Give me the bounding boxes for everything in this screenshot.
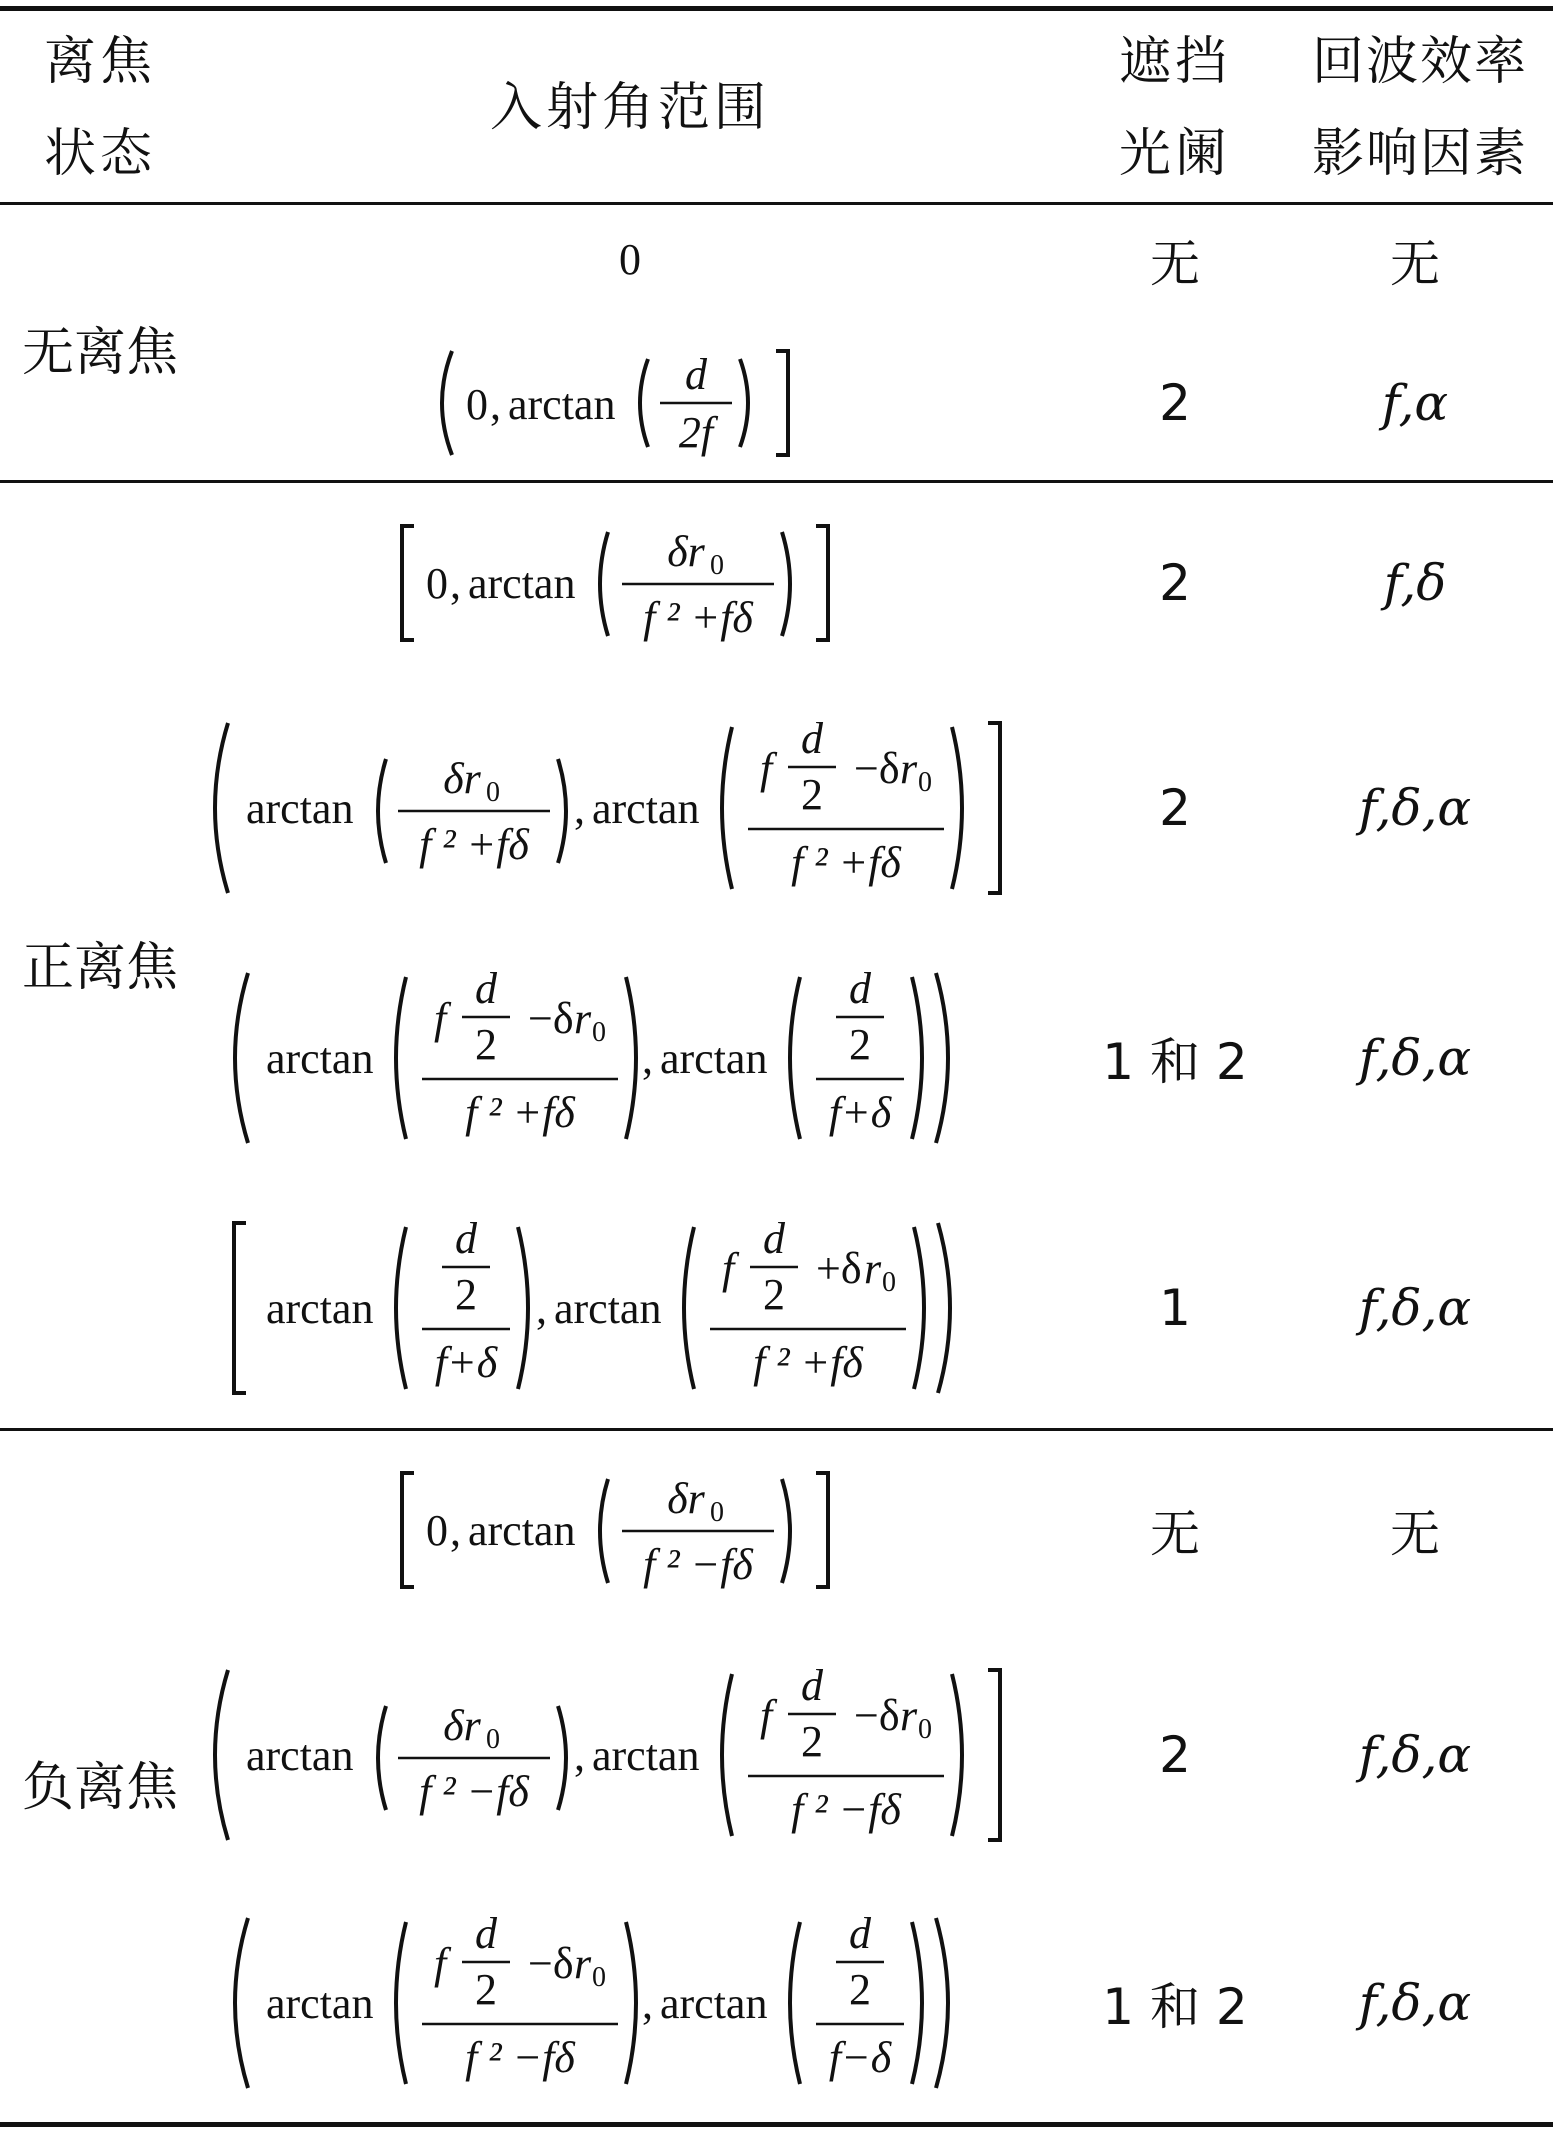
header-defocus-state-line2: 状态 [43, 124, 156, 184]
svg-text:r: r [900, 1691, 918, 1740]
svg-text:f: f [760, 744, 773, 793]
stop-cell: 无 [1150, 1505, 1200, 1563]
range-formula [200, 343, 1060, 463]
header-blocking-stop-line1: 遮挡 [1118, 32, 1231, 92]
stop-cell: 2 [1159, 554, 1191, 612]
svg-text:2: 2 [849, 1965, 871, 2014]
svg-text:0: 0 [710, 1497, 724, 1528]
stop-cell: 2 [1159, 1726, 1191, 1784]
range-formula [200, 963, 1060, 1153]
header-echo-factors [1290, 16, 1550, 200]
range-formula-svg [220, 963, 1040, 1153]
svg-text:arctan: arctan [554, 1284, 662, 1333]
svg-text:f−δ: f−δ [828, 2033, 892, 2082]
svg-text:,: , [574, 784, 585, 833]
svg-text:0: 0 [426, 1506, 448, 1555]
svg-text:r: r [574, 1939, 592, 1988]
factors-cell: f,δ,α [1358, 1279, 1472, 1337]
svg-text:arctan: arctan [508, 380, 616, 429]
svg-text:arctan: arctan [266, 1979, 374, 2028]
svg-text:−δ: −δ [854, 1691, 900, 1740]
svg-text:−δ: −δ [528, 994, 574, 1043]
svg-text:0: 0 [592, 1962, 606, 1993]
svg-text:r: r [864, 1244, 882, 1293]
svg-text:arctan: arctan [592, 1731, 700, 1780]
factors-cell: f,δ,α [1358, 1029, 1472, 1087]
svg-text:+δ: +δ [816, 1244, 862, 1293]
svg-text:f ² +fδ: f ² +fδ [791, 838, 901, 887]
svg-text:f: f [760, 1691, 773, 1740]
range-formula-svg [610, 230, 650, 290]
svg-text:−δ: −δ [528, 1939, 574, 1988]
svg-text:arctan: arctan [468, 1506, 576, 1555]
state-label-positive-defocus: 正离焦 [21, 938, 178, 998]
header-blocking-stop [1080, 16, 1270, 200]
svg-text:f ² −fδ: f ² −fδ [465, 2033, 575, 2082]
header-defocus-state [0, 16, 200, 200]
stop-cell: 2 [1159, 374, 1191, 432]
stop-cell: 2 [1159, 779, 1191, 837]
svg-text:d: d [801, 714, 823, 763]
svg-text:f ² +fδ: f ² +fδ [465, 1088, 575, 1137]
svg-text:2: 2 [801, 1717, 823, 1766]
svg-text:,: , [450, 559, 461, 608]
range-formula-svg [200, 1660, 1060, 1850]
stop-cell: 1 和 2 [1102, 1978, 1248, 2036]
svg-text:arctan: arctan [246, 784, 354, 833]
factors-cell: f,δ,α [1358, 1974, 1472, 2032]
svg-text:,: , [450, 1506, 461, 1555]
table-bottom-rule [0, 2122, 1553, 2127]
svg-text:0: 0 [592, 1017, 606, 1048]
svg-text:,: , [490, 380, 501, 429]
group-separator-rule [0, 480, 1553, 483]
svg-text:δr: δr [443, 754, 481, 803]
svg-text:arctan: arctan [468, 559, 576, 608]
svg-text:d: d [763, 1214, 785, 1263]
range-formula [200, 1660, 1060, 1850]
svg-text:d: d [475, 1909, 497, 1958]
header-incidence-range: 入射角范围 [489, 78, 770, 138]
svg-text:2: 2 [475, 1965, 497, 2014]
svg-text:2: 2 [849, 1020, 871, 1069]
svg-text:d: d [801, 1661, 823, 1710]
factors-cell: f,α [1381, 374, 1449, 432]
factors-cell: 无 [1390, 1505, 1440, 1563]
header-defocus-state-line1: 离焦 [43, 32, 156, 92]
svg-text:arctan: arctan [246, 1731, 354, 1780]
range-formula-svg [200, 713, 1060, 903]
svg-text:d: d [685, 350, 707, 399]
stop-cell: 1 和 2 [1102, 1033, 1248, 1091]
svg-text:f ² +fδ: f ² +fδ [643, 593, 753, 642]
svg-text:d: d [849, 1909, 871, 1958]
range-formula [200, 518, 1060, 648]
range-formula-svg [430, 343, 830, 463]
svg-text:arctan: arctan [266, 1284, 374, 1333]
svg-text:0: 0 [486, 1724, 500, 1755]
header-echo-factors-line1: 回波效率 [1311, 32, 1528, 92]
svg-text:r: r [900, 744, 918, 793]
svg-text:f: f [722, 1244, 735, 1293]
svg-text:0: 0 [426, 559, 448, 608]
svg-text:2f: 2f [678, 408, 714, 457]
range-formula [200, 1908, 1060, 2098]
svg-text:2: 2 [801, 770, 823, 819]
svg-text:2: 2 [475, 1020, 497, 1069]
table-top-rule [0, 6, 1553, 11]
svg-text:f: f [434, 1939, 447, 1988]
stop-cell: 1 [1159, 1279, 1191, 1337]
svg-text:f ² +fδ: f ² +fδ [753, 1338, 863, 1387]
svg-text:arctan: arctan [592, 784, 700, 833]
svg-text:0: 0 [918, 1714, 932, 1745]
factors-cell: 无 [1390, 235, 1440, 293]
state-label-no-defocus: 无离焦 [21, 323, 178, 383]
svg-text:f+δ: f+δ [828, 1088, 892, 1137]
svg-text:d: d [849, 964, 871, 1013]
svg-text:,: , [642, 1979, 653, 2028]
svg-text:f ² −fδ: f ² −fδ [791, 1785, 901, 1834]
svg-text:arctan: arctan [660, 1979, 768, 2028]
svg-text:0: 0 [619, 235, 641, 284]
svg-text:0: 0 [466, 380, 488, 429]
svg-text:δr: δr [443, 1701, 481, 1750]
range-formula-svg [390, 518, 870, 648]
range-formula [200, 1213, 1060, 1403]
factors-cell: f,δ,α [1358, 1726, 1472, 1784]
svg-text:0: 0 [918, 767, 932, 798]
svg-text:arctan: arctan [660, 1034, 768, 1083]
svg-text:,: , [574, 1731, 585, 1780]
range-formula-svg [220, 1908, 1040, 2098]
svg-text:2: 2 [763, 1270, 785, 1319]
svg-text:2: 2 [455, 1270, 477, 1319]
svg-text:f ² −fδ: f ² −fδ [419, 1767, 529, 1816]
svg-text:arctan: arctan [266, 1034, 374, 1083]
svg-text:δr: δr [667, 1474, 705, 1523]
factors-cell: f,δ,α [1358, 779, 1472, 837]
svg-text:r: r [574, 994, 592, 1043]
stop-cell: 无 [1150, 235, 1200, 293]
svg-text:0: 0 [486, 777, 500, 808]
range-formula-svg [220, 1213, 1040, 1403]
svg-text:f: f [434, 994, 447, 1043]
svg-text:0: 0 [882, 1267, 896, 1298]
range-formula [200, 1465, 1060, 1595]
group-separator-rule [0, 1428, 1553, 1431]
range-formula [200, 230, 1060, 290]
svg-text:f+δ: f+δ [434, 1338, 498, 1387]
range-formula [200, 713, 1060, 903]
svg-text:0: 0 [710, 550, 724, 581]
header-echo-factors-line2: 影响因素 [1311, 124, 1528, 184]
table-header-rule [0, 202, 1553, 205]
header-blocking-stop-line2: 光阑 [1118, 124, 1231, 184]
svg-text:f ² +fδ: f ² +fδ [419, 820, 529, 869]
svg-text:f ² −fδ: f ² −fδ [643, 1540, 753, 1589]
svg-text:−δ: −δ [854, 744, 900, 793]
factors-cell: f,δ [1383, 554, 1447, 612]
state-label-negative-defocus: 负离焦 [21, 1758, 178, 1818]
range-formula-svg [390, 1465, 870, 1595]
svg-text:d: d [455, 1214, 477, 1263]
svg-text:δr: δr [667, 527, 705, 576]
svg-text:,: , [536, 1284, 547, 1333]
svg-text:,: , [642, 1034, 653, 1083]
svg-text:d: d [475, 964, 497, 1013]
